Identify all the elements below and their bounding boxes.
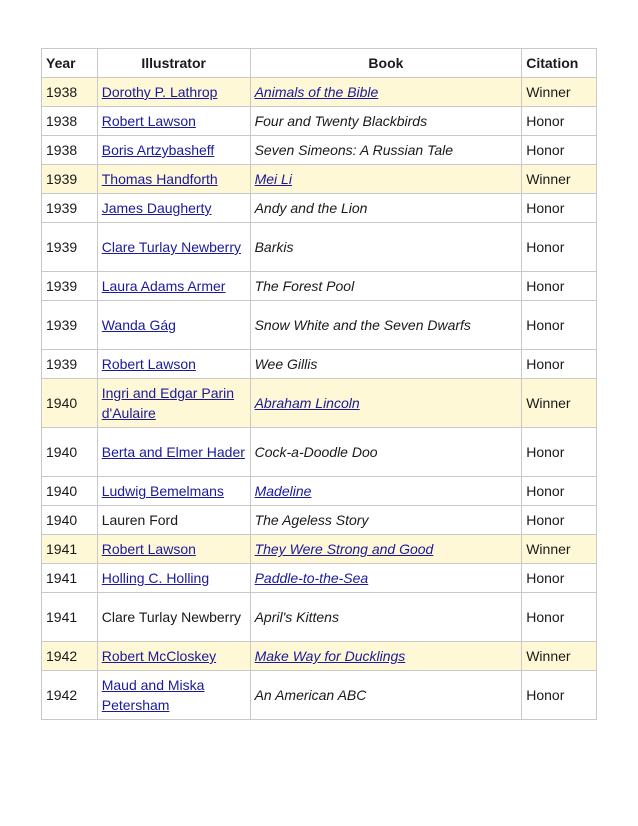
illustrator-cell — [97, 301, 250, 350]
illustrator-cell — [97, 165, 250, 194]
year-cell: 1942 — [42, 642, 98, 671]
year-cell: 1941 — [42, 535, 98, 564]
table-row — [42, 301, 597, 350]
book-cell: Snow White and the Seven Dwarfs — [250, 301, 522, 350]
book-cell: Wee Gillis — [250, 350, 522, 379]
table-row — [42, 506, 597, 535]
illustrator-link[interactable]: Holling C. Holling — [101, 570, 210, 586]
citation-cell: Winner — [522, 165, 597, 194]
year-cell: 1938 — [42, 107, 98, 136]
book-cell — [250, 78, 522, 107]
year-cell: 1941 — [42, 593, 98, 642]
citation-cell: Honor — [522, 223, 597, 272]
year-cell: 1940 — [42, 379, 98, 428]
illustrator-cell: Lauren Ford — [97, 506, 250, 535]
illustrator-link[interactable]: Maud and Miska Petersham — [101, 677, 205, 713]
table-row — [42, 223, 597, 272]
illustrator-cell — [97, 642, 250, 671]
illustrator-link[interactable]: Dorothy P. Lathrop — [101, 84, 218, 100]
year-cell: 1941 — [42, 564, 98, 593]
illustrator-cell — [97, 671, 250, 720]
illustrator-link[interactable]: Robert McCloskey — [101, 648, 217, 664]
book-cell — [250, 165, 522, 194]
citation-cell: Honor — [522, 136, 597, 165]
illustrator-cell — [97, 379, 250, 428]
book-cell — [250, 535, 522, 564]
book-cell: An American ABC — [250, 671, 522, 720]
year-cell: 1939 — [42, 223, 98, 272]
book-link[interactable]: Madeline — [254, 483, 312, 499]
illustrator-cell — [97, 477, 250, 506]
illustrator-link[interactable]: Robert Lawson — [101, 541, 196, 557]
book-link[interactable]: Mei Li — [254, 171, 292, 187]
year-cell: 1940 — [42, 428, 98, 477]
year-cell: 1940 — [42, 506, 98, 535]
citation-cell: Honor — [522, 564, 597, 593]
table-row — [42, 350, 597, 379]
book-cell — [250, 379, 522, 428]
book-cell — [250, 642, 522, 671]
citation-cell: Honor — [522, 593, 597, 642]
illustrator-cell — [97, 78, 250, 107]
book-cell: The Ageless Story — [250, 506, 522, 535]
table-row — [42, 272, 597, 301]
citation-cell: Winner — [522, 535, 597, 564]
illustrator-link[interactable]: Ingri and Edgar Parin d'Aulaire — [101, 385, 235, 421]
book-cell — [250, 564, 522, 593]
citation-cell: Honor — [522, 671, 597, 720]
table-row — [42, 136, 597, 165]
book-link[interactable]: Paddle-to-the-Sea — [254, 570, 369, 586]
year-cell: 1939 — [42, 194, 98, 223]
year-cell: 1939 — [42, 350, 98, 379]
caldecott-table — [41, 48, 597, 720]
book-cell — [250, 477, 522, 506]
book-cell: Four and Twenty Blackbirds — [250, 107, 522, 136]
illustrator-link[interactable]: Wanda Gág — [101, 317, 176, 333]
citation-cell: Honor — [522, 506, 597, 535]
table-row — [42, 379, 597, 428]
table-row — [42, 107, 597, 136]
year-cell: 1942 — [42, 671, 98, 720]
book-cell: Seven Simeons: A Russian Tale — [250, 136, 522, 165]
illustrator-link[interactable]: Robert Lawson — [101, 356, 196, 372]
book-cell: Barkis — [250, 223, 522, 272]
book-cell: The Forest Pool — [250, 272, 522, 301]
table-row — [42, 194, 597, 223]
header-book: Book — [250, 49, 522, 78]
citation-cell: Honor — [522, 428, 597, 477]
illustrator-cell — [97, 107, 250, 136]
table-row — [42, 593, 597, 642]
header-citation: Citation — [522, 49, 597, 78]
table-row — [42, 428, 597, 477]
illustrator-link[interactable]: Boris Artzybasheff — [101, 142, 215, 158]
header-year: Year — [42, 49, 98, 78]
illustrator-cell: Clare Turlay Newberry — [97, 593, 250, 642]
citation-cell: Honor — [522, 350, 597, 379]
book-link[interactable]: They Were Strong and Good — [254, 541, 434, 557]
book-cell: April's Kittens — [250, 593, 522, 642]
header-illustrator: Illustrator — [97, 49, 250, 78]
book-link[interactable]: Abraham Lincoln — [254, 395, 360, 411]
book-link[interactable]: Make Way for Ducklings — [254, 648, 406, 664]
illustrator-cell — [97, 535, 250, 564]
citation-cell: Honor — [522, 477, 597, 506]
illustrator-link[interactable]: James Daugherty — [101, 200, 212, 216]
citation-cell: Honor — [522, 194, 597, 223]
table-row — [42, 564, 597, 593]
book-link[interactable]: Animals of the Bible — [254, 84, 379, 100]
table-row — [42, 165, 597, 194]
table-row — [42, 642, 597, 671]
year-cell: 1940 — [42, 477, 98, 506]
year-cell: 1939 — [42, 301, 98, 350]
book-cell: Andy and the Lion — [250, 194, 522, 223]
table-row — [42, 477, 597, 506]
citation-cell: Winner — [522, 642, 597, 671]
illustrator-link[interactable]: Laura Adams Armer — [101, 278, 226, 294]
illustrator-cell — [97, 564, 250, 593]
table-row — [42, 535, 597, 564]
table-row — [42, 78, 597, 107]
illustrator-cell — [97, 428, 250, 477]
illustrator-cell — [97, 223, 250, 272]
illustrator-cell — [97, 272, 250, 301]
illustrator-link[interactable]: Ludwig Bemelmans — [101, 483, 224, 499]
table-body — [42, 78, 597, 720]
header-row — [42, 49, 597, 78]
illustrator-link[interactable]: Berta and Elmer Hader — [101, 444, 245, 460]
year-cell: 1939 — [42, 165, 98, 194]
illustrator-cell — [97, 350, 250, 379]
table-row — [42, 671, 597, 720]
citation-cell: Honor — [522, 272, 597, 301]
citation-cell: Winner — [522, 379, 597, 428]
book-cell: Cock-a-Doodle Doo — [250, 428, 522, 477]
year-cell: 1938 — [42, 136, 98, 165]
illustrator-link[interactable]: Thomas Handforth — [101, 171, 218, 187]
citation-cell: Honor — [522, 301, 597, 350]
illustrator-cell — [97, 136, 250, 165]
year-cell: 1938 — [42, 78, 98, 107]
illustrator-link[interactable]: Clare Turlay Newberry — [101, 239, 241, 255]
year-cell: 1939 — [42, 272, 98, 301]
citation-cell: Winner — [522, 78, 597, 107]
citation-cell: Honor — [522, 107, 597, 136]
illustrator-cell — [97, 194, 250, 223]
illustrator-link[interactable]: Robert Lawson — [101, 113, 196, 129]
